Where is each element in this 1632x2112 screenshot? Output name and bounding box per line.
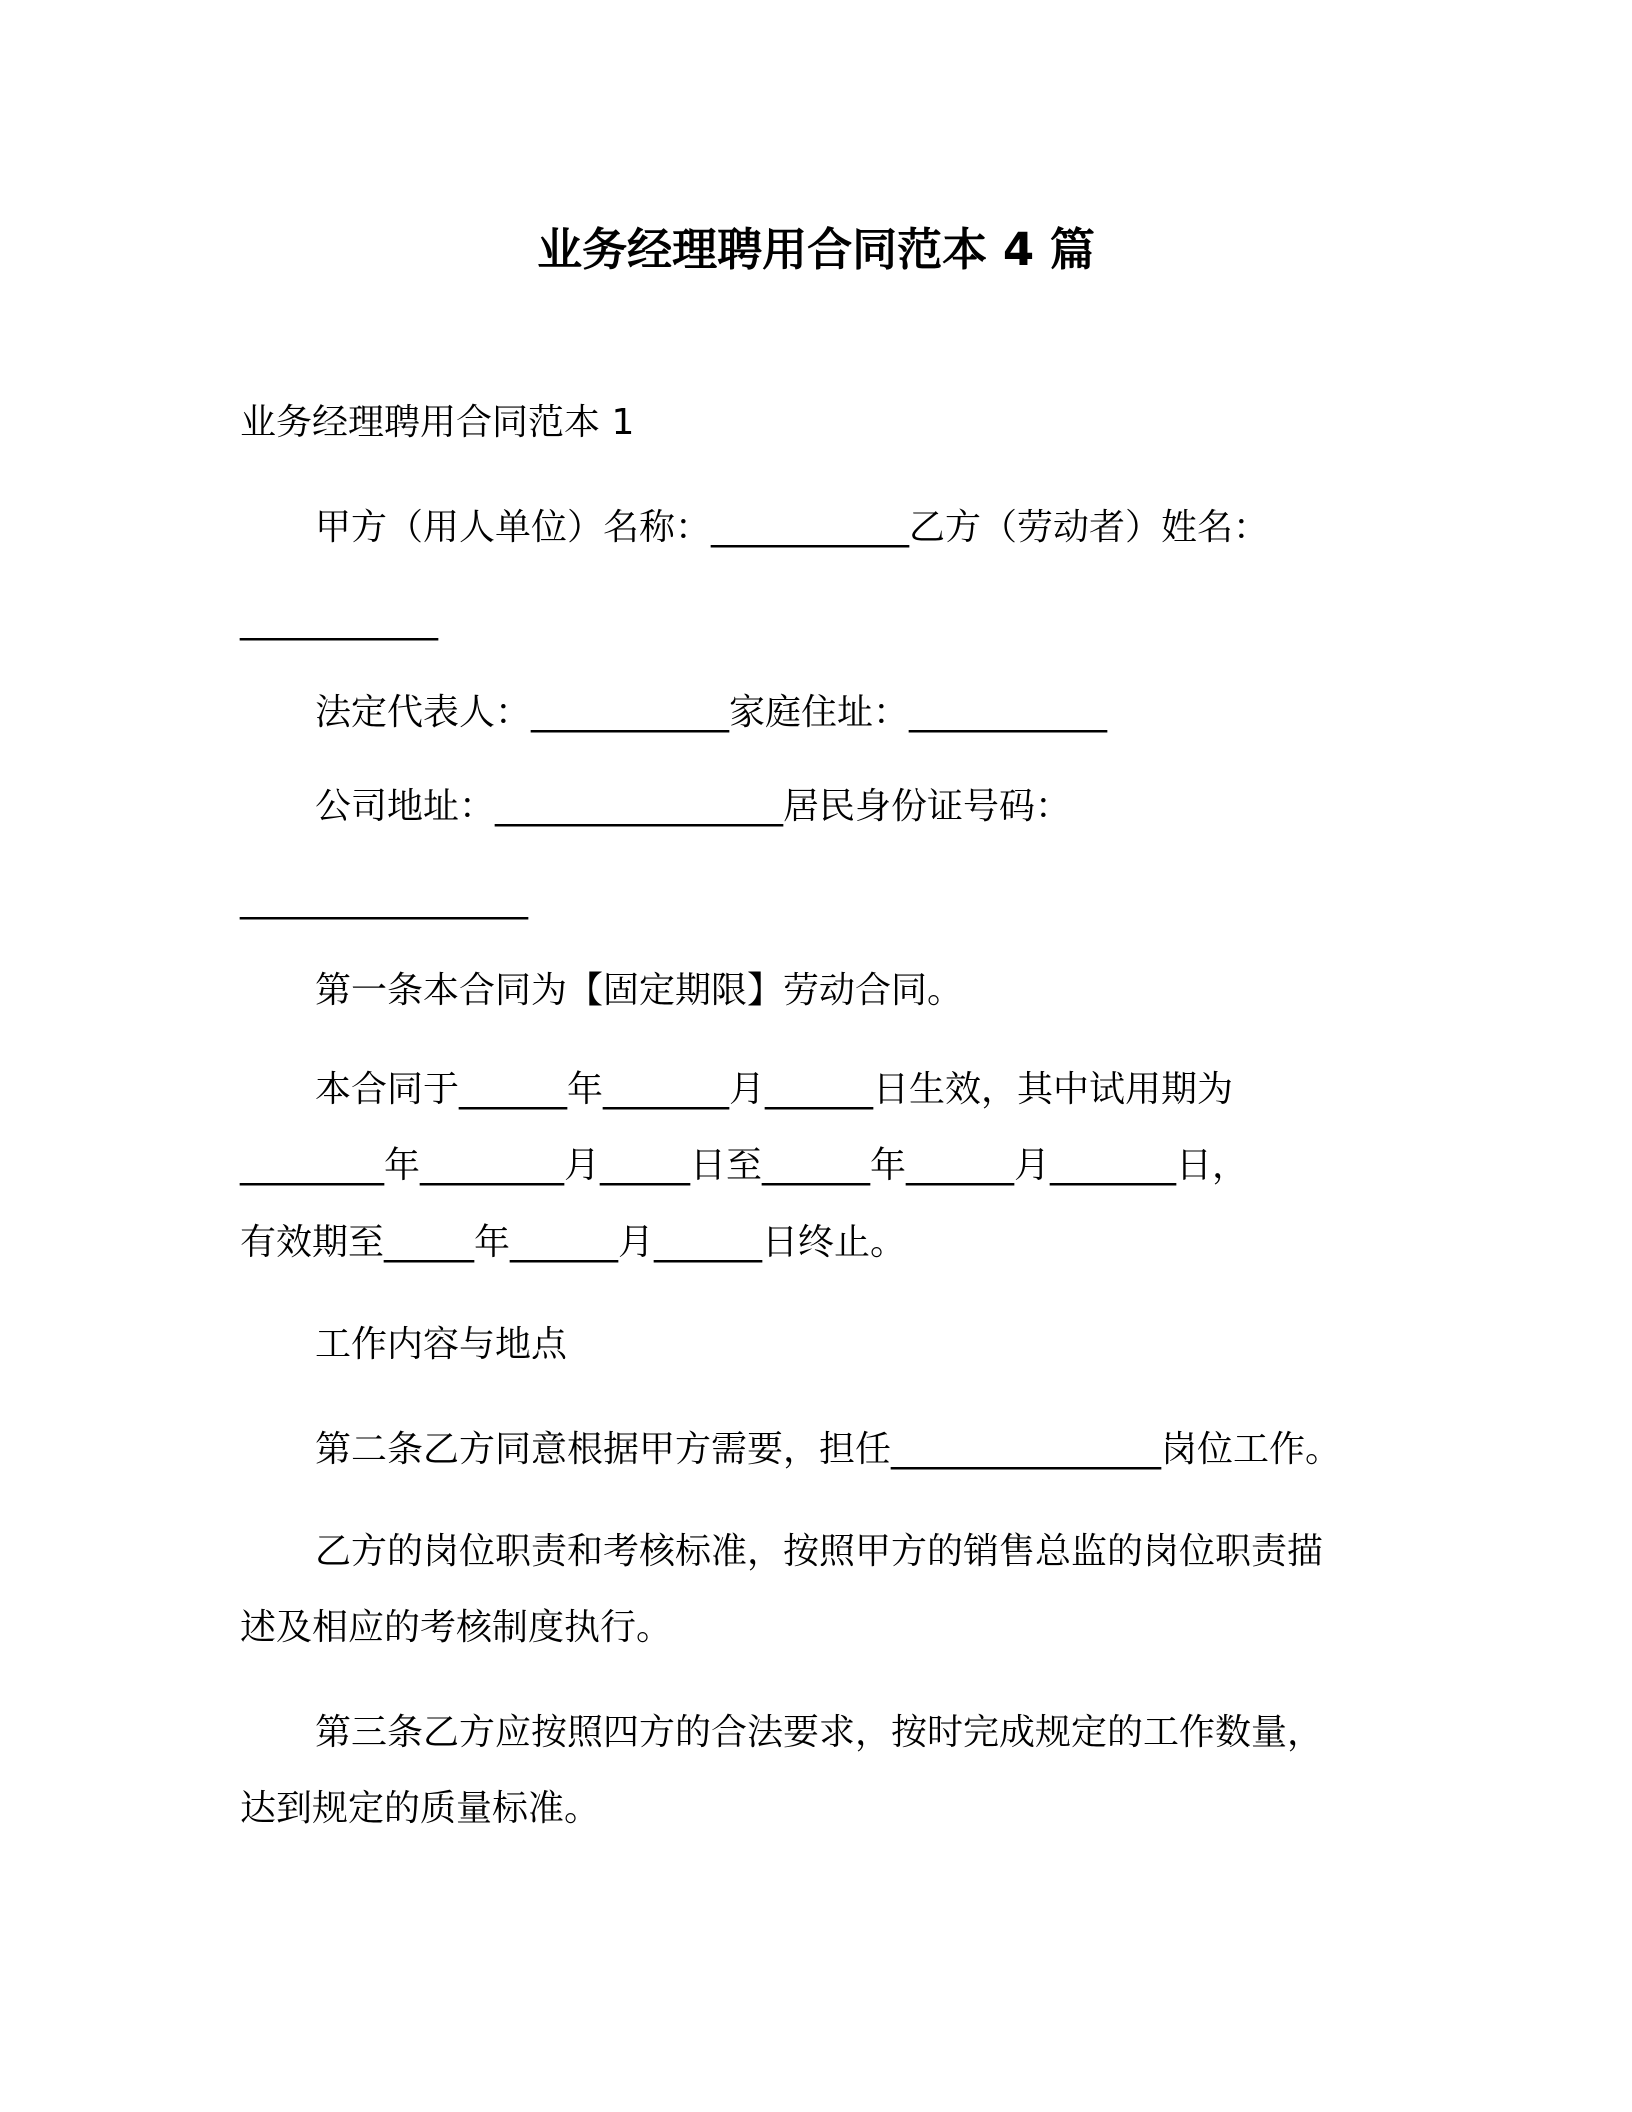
document-title: 业务经理聘用合同范本 4 篇	[537, 223, 1095, 276]
section-heading: 业务经理聘用合同范本 1	[240, 402, 635, 443]
article-1: 第一条本合同为【固定期限】劳动合同。	[315, 970, 964, 1011]
id-number-blank: ________________	[240, 879, 528, 920]
duties-line-1: 乙方的岗位职责和考核标准，按照甲方的销售总监的岗位职责描	[315, 1531, 1324, 1572]
effective-date-line: 本合同于______年_______月______日生效，其中试用期为	[315, 1069, 1234, 1110]
article-3-line-2: 达到规定的质量标准。	[240, 1788, 601, 1829]
party-a-name-line: 甲方（用人单位）名称：___________乙方（劳动者）姓名：	[315, 507, 1270, 548]
legal-rep-line: 法定代表人：___________家庭住址：___________	[315, 692, 1108, 733]
article-3-line-1: 第三条乙方应按照四方的合法要求，按时完成规定的工作数量，	[315, 1712, 1324, 1753]
duties-line-2: 述及相应的考核制度执行。	[240, 1607, 673, 1648]
probation-period-line: ________年________月_____日至______年______月_______日，	[240, 1145, 1248, 1186]
section-work-content: 工作内容与地点	[315, 1324, 568, 1365]
expiry-date-line: 有效期至_____年______月______日终止。	[240, 1222, 907, 1263]
company-address-line: 公司地址：________________居民身份证号码：	[315, 786, 1072, 827]
article-2: 第二条乙方同意根据甲方需要，担任_______________岗位工作。	[315, 1429, 1342, 1470]
party-b-name-blank: ___________	[240, 600, 438, 641]
